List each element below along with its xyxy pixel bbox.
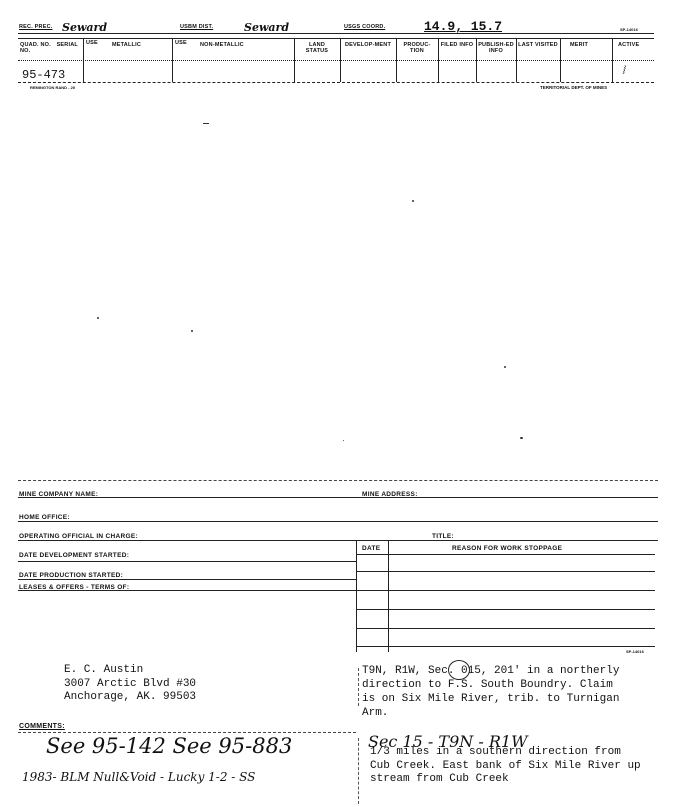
leases-label: LEASES & OFFERS - TERMS OF: [19,584,130,591]
active-header: ACTIVE [618,42,640,48]
table-border [388,540,389,652]
header-rule-3 [18,60,654,61]
scan-speck [191,330,193,332]
owner-address [64,664,196,705]
table-row-line [357,646,655,647]
form-rule [18,521,658,522]
usgs-coord-value: 14.9, 15.7 [424,19,503,34]
handwritten-references: See 95-142 See 95-883 [46,734,293,758]
serial-value: 95-473 [22,68,66,82]
scan-speck [412,200,414,202]
use-nonmetallic-header: USE [175,40,187,46]
filed-info-header: FILED INFO [440,42,474,48]
location-line: 1/3 miles in a southern direction from [370,746,621,758]
quad-no-label: QUAD. NO. [20,42,51,48]
merit-header: MERIT [570,42,589,48]
location-line: Arm. [362,707,389,719]
quad-no-header [20,42,80,54]
location-line: T9N, R1W, Sec. 015, 201' in a northerly [362,665,620,677]
location-line: Cub Creek. East bank of Six Mile River up [370,759,641,772]
scan-speck [504,366,506,368]
location-note-2 [370,746,641,787]
use-metallic-header: USE [86,40,98,46]
form-number-2: SP-14016 [626,649,644,654]
col-divider [172,38,173,82]
scan-speck [520,437,523,439]
note-margin-line [358,738,359,804]
comments-label: COMMENTS: [19,723,65,730]
col-divider [516,38,517,82]
published-info-header: PUBLISH-ED INFO [478,42,514,54]
table-row-line [357,571,655,572]
address-line: 3007 Arctic Blvd #30 [64,677,197,690]
table-row-line [357,590,655,591]
handwritten-section: Sec 15 - T9N - R1W [368,732,528,751]
location-note [362,664,619,720]
col-divider [560,38,561,82]
location-line: direction to F.S. South Boundry. Claim [362,679,613,691]
header-rule-4 [18,82,654,83]
form-number: SP-14016 [620,27,638,32]
form-rule [18,480,658,481]
mine-company-name-label: MINE COMPANY NAME: [19,491,99,498]
usbm-dist-label: USBM DIST. [180,24,214,30]
location-line: stream from Cub Creek [370,773,509,785]
rec-prec-label: REC. PREC. [19,24,53,30]
home-office-label: HOME OFFICE: [19,514,70,521]
stoppage-reason-header: REASON FOR WORK STOPPAGE [452,545,563,552]
col-divider [396,38,397,82]
production-header: PRODUC-TION [403,42,431,54]
col-divider [612,38,613,82]
scan-speck [203,123,209,124]
form-rule [18,579,356,580]
title-label: TITLE: [432,533,455,540]
mine-address-label: MINE ADDRESS: [362,491,418,498]
last-visited-header: LAST VISITED [518,42,558,48]
comments-rule [18,732,356,733]
col-divider [294,38,295,82]
territorial-label: TERRITORIAL DEPT. OF MINES [540,85,608,90]
section-circle-mark [448,660,470,680]
usbm-dist-value: Seward [244,21,290,34]
table-row-line [357,554,655,555]
handwritten-note: 1983- BLM Null&Void - Lucky 1-2 - SS [22,770,256,784]
metallic-header: METALLIC [112,42,141,48]
non-metallic-header: NON-METALLIC [200,42,244,48]
address-line: Anchorage, AK. 99503 [64,691,197,703]
table-row-line [357,609,655,610]
header-rule-2 [18,38,654,39]
col-divider [476,38,477,82]
header-rule-1 [18,33,654,34]
land-status-header: LAND STATUS [305,42,329,54]
table-border [356,540,357,652]
serial-no-label: SERIAL NO. [20,42,78,54]
operating-official-label: OPERATING OFFICIAL IN CHARGE: [19,533,138,540]
form-rule [18,540,658,541]
table-row-line [357,628,655,629]
note-margin-line [358,668,359,706]
col-divider [340,38,341,82]
stoppage-date-header: DATE [362,545,381,552]
form-rule [18,561,356,562]
usgs-coord-label: USGS COORD. [344,24,386,30]
col-divider [438,38,439,82]
scan-speck [343,440,344,441]
scan-speck [97,317,99,319]
rec-prec-value: Seward [62,21,108,34]
check-mark-icon: ⧘ [622,63,625,78]
location-line: is on Six Mile River, trib. to Turnigan [362,693,620,705]
printer-mark: REMINGTON RAND - 20 [30,85,76,90]
development-header: DEVELOP-MENT [344,42,392,48]
address-line: E. C. Austin [64,664,144,676]
date-production-label: DATE PRODUCTION STARTED: [19,572,124,579]
form-rule [18,497,658,498]
col-divider [83,38,84,82]
date-development-label: DATE DEVELOPMENT STARTED: [19,552,130,559]
